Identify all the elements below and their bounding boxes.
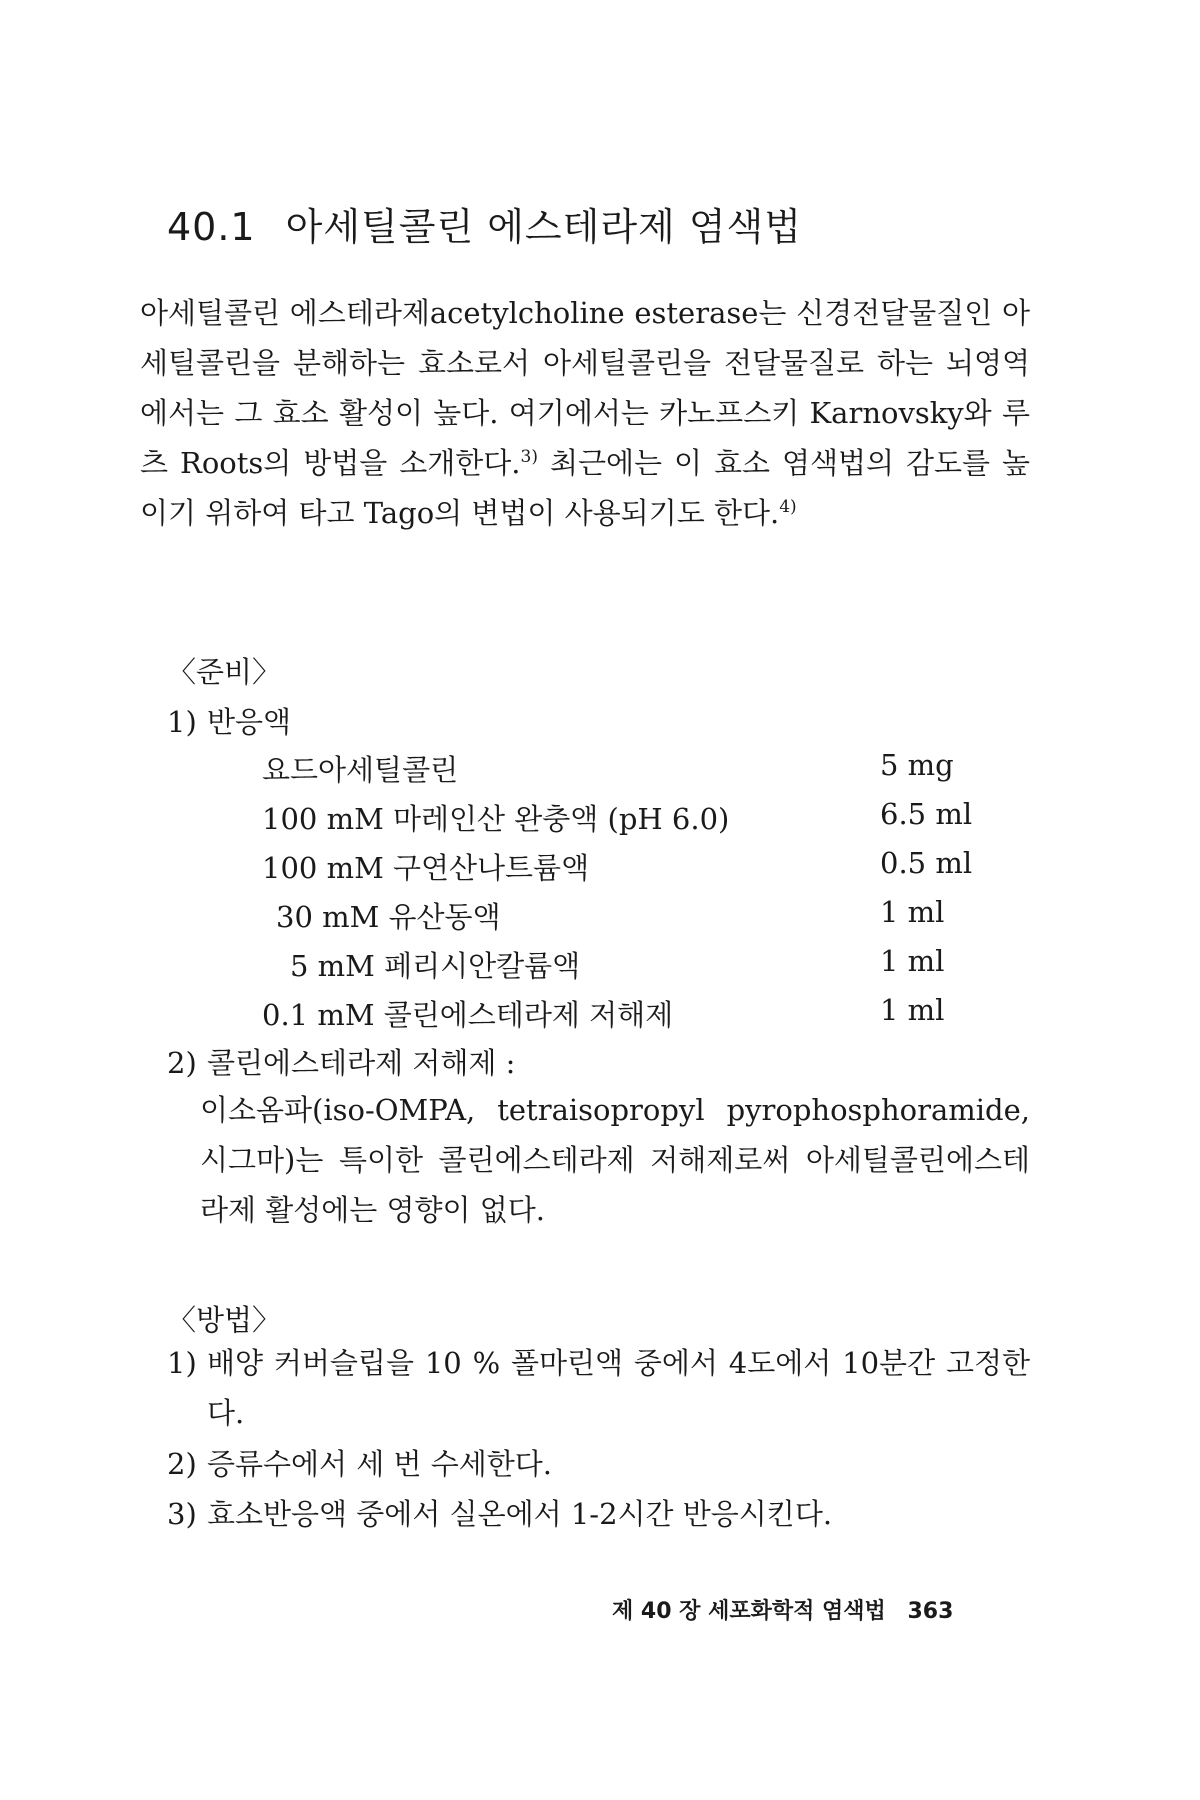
reagent-amount: 6.5 ml: [880, 797, 973, 831]
intro-paragraph: [140, 288, 1030, 538]
reagent-name: 100 mM 구연산나트륨액: [262, 851, 590, 885]
reagent-amount: 1 ml: [880, 993, 945, 1027]
reagent-row: [262, 748, 982, 788]
intro-text-2: 최근에는 이 효소 염색법의 감도를 높이기 위하여 타고 Tago의 변법이 사용되기도 한다.: [140, 446, 1030, 530]
list-index: 1): [167, 705, 197, 739]
reagent-row: [262, 895, 982, 935]
reagent-name: 100 mM 마레인산 완충액 (pH 6.0): [262, 802, 730, 836]
reagent-name: 요드아세틸콜린: [262, 753, 459, 787]
method-step-text: 증류수에서 세 번 수세한다.: [207, 1447, 553, 1481]
reference-mark-3: 3): [520, 447, 538, 467]
reagent-amount: 0.5 ml: [880, 846, 973, 880]
reaction-solution-title: 반응액: [207, 705, 292, 739]
inhibitor-description: 이소옴파(iso-OMPA, tetraisopropyl pyrophosphoramide, 시그마)는 특이한 콜린에스테라제 저해제로써 아세틸콜린에스테라제 활성에는 영향이 없다.: [200, 1093, 1030, 1227]
section-number: 40.1: [167, 205, 256, 249]
method-step-text: 배양 커버슬립을 10 % 폴마린액 중에서 4도에서 10분간 고정한다.: [207, 1346, 1030, 1430]
reagent-row: [262, 797, 982, 837]
reaction-solution-label: [167, 700, 291, 741]
reagent-name: 5 mM 페리시안칼륨액: [290, 949, 581, 983]
inhibitor-title: 콜린에스테라제 저해제 :: [207, 1046, 516, 1080]
inhibitor-label: [167, 1041, 515, 1082]
chapter-running-title: 제 40 장 세포화학적 염색법: [612, 1599, 886, 1624]
reagent-row: [262, 993, 982, 1033]
reagent-name: 0.1 mM 콜린에스테라제 저해제: [262, 998, 674, 1032]
list-index: 2): [167, 1046, 197, 1080]
reagent-row: [262, 846, 982, 886]
method-step-index: 3): [167, 1497, 197, 1531]
reagent-amount: 5 mg: [880, 748, 954, 782]
page-number: 363: [907, 1599, 954, 1624]
section-title: [167, 196, 802, 251]
method-step-index: 2): [167, 1447, 197, 1481]
intro-text-1: 아세틸콜린 에스테라제acetylcholine esterase는 신경전달물질인 아세틸콜린을 분해하는 효소로서 아세틸콜린을 전달물질로 하는 뇌영역에서는 그 효소 활성이 높다. 여기에서는 카노프스키 Karnovsky와 루츠 Roots의 방법을 소개한다.: [140, 296, 1030, 480]
page-footer: [612, 1594, 953, 1625]
reagent-name: 30 mM 유산동액: [276, 900, 501, 934]
reagent-row: [262, 944, 982, 984]
method-step-text: 효소반응액 중에서 실온에서 1-2시간 반응시킨다.: [207, 1497, 833, 1531]
reagent-amount: 1 ml: [880, 944, 945, 978]
reagent-amount: 1 ml: [880, 895, 945, 929]
reference-mark-4: 4): [779, 497, 797, 517]
preparation-heading: 〈준비〉: [167, 655, 282, 689]
method-heading: 〈방법〉: [167, 1303, 282, 1337]
method-step-index: 1): [167, 1346, 197, 1380]
section-title-text: 아세틸콜린 에스테라제 염색법: [285, 205, 802, 249]
